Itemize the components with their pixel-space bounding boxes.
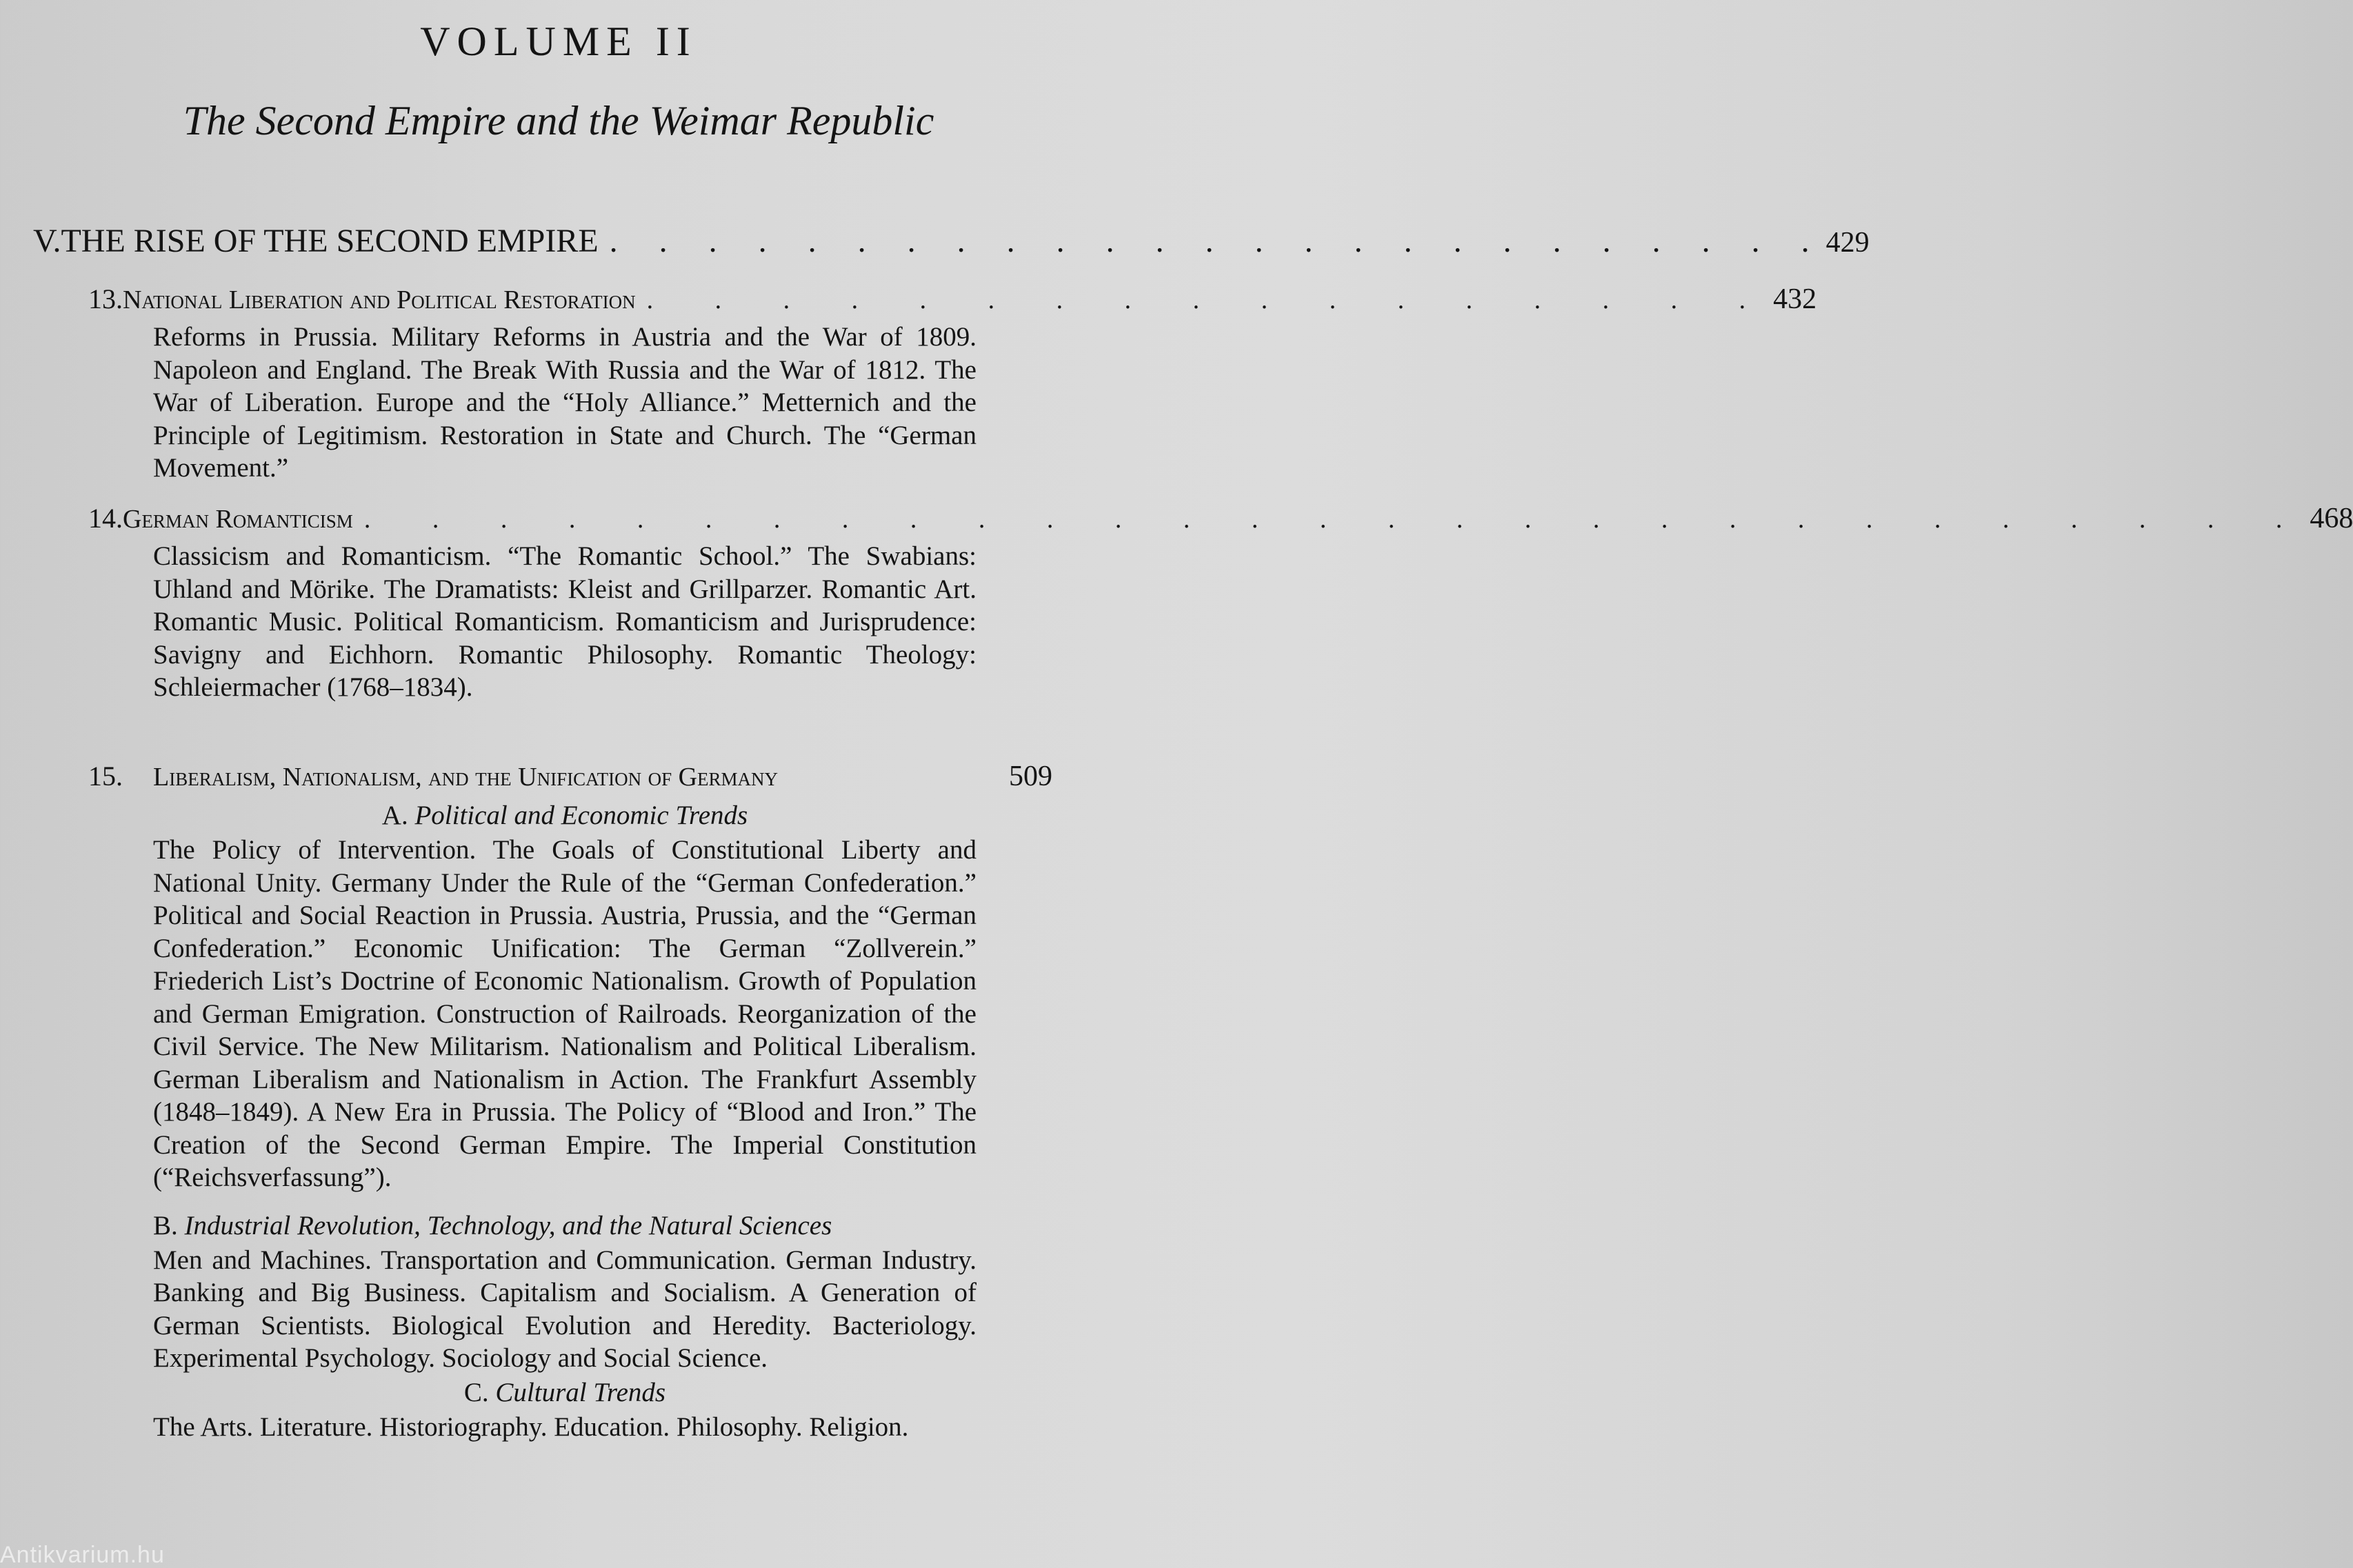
part-title: THE RISE OF THE SECOND EMPIRE [61, 223, 599, 259]
part-number: V. [33, 223, 61, 259]
section-letter: A. [381, 801, 408, 830]
chapter-number: 13. [88, 283, 123, 314]
chapter-page-number: 468 [2310, 503, 2353, 534]
section-summary: The Policy of Intervention. The Goals of Constitutional Liberty and National Unity. Germany Under the Rule of the “German Confederation.” Political and Social Reaction in Prussia. Austria, Prussia, and the “German Confederation.” Economic Unification: The German “Zollverein.” Friederich List’s Doctrine of Economic Nationalism. Growth of Population and German Emigration. Construction of Railroads. Reorganization of the Civil Service. The New Militarism. Nationalism and Political Liberalism. German Liberalism and Nationalism in Action. The Frankfurt Assembly (1848–1849). A New Era in Prussia. The Policy of “Blood and Iron.” The Creation of the Second German Empire. The Imperial Constitution (“Reichsverfassung”). [153, 835, 977, 1192]
watermark: Antikvarium.hu [0, 1542, 165, 1568]
chapter-heading [88, 279, 1817, 321]
part-page-number: 429 [1825, 227, 1870, 259]
chapter-number: 15. [88, 761, 123, 792]
section-heading-a [153, 798, 977, 834]
volume-title: VOLUME II [420, 19, 697, 64]
section-title: Political and Economic Trends [414, 801, 748, 830]
section-title: Cultural Trends [495, 1377, 666, 1407]
chapter-entry [88, 756, 1052, 1443]
chapter-title: German Romanticism [123, 505, 353, 534]
part-heading [33, 219, 1870, 265]
chapter-summary: Classicism and Romanticism. “The Romantic School.” The Swabians: Uhland and Mörike. The Dramatists: Kleist and Grillparzer. Romantic Art. Romantic Music. Political Romanticism. Romanticism and Jurisprudence: Savigny and Eichhorn. Romantic Philosophy. Romantic Theology: Schleiermacher (1768–1834). [153, 541, 977, 702]
section-summary: Men and Machines. Transportation and Communication. German Industry. Banking and Big Business. Capitalism and Socialism. A Generation of German Scientists. Biological Evolution and Heredity. Bacteriology. Experimental Psychology. Sociology and Social Science. [153, 1245, 977, 1373]
section-heading-b [153, 1208, 977, 1244]
dot-leader: . . . . . . . . . . . . . . . . . . . . . . . . . . . . . [363, 505, 2310, 534]
volume-subtitle: The Second Empire and the Weimar Republic [183, 98, 934, 143]
section-heading-c [153, 1375, 977, 1411]
chapter-title: National Liberation and Political Restoration [123, 285, 636, 314]
section-summary: The Arts. Literature. Historiography. Education. Philosophy. Religion. [153, 1411, 909, 1442]
dot-leader: . . . . . . . . . . . . . . . . . . . . . . . . . [609, 223, 1826, 259]
chapter-number: 14. [88, 503, 123, 534]
section-title: Industrial Revolution, Technology, and the Natural Sciences [184, 1210, 832, 1240]
chapter-entry [88, 498, 2353, 704]
chapter-heading [88, 498, 2353, 540]
chapter-summary: Reforms in Prussia. Military Reforms in Austria and the War of 1809. Napoleon and England. The Break With Russia and the War of 1812. The War of Liberation. Europe and the “Holy Alliance.” Metternich and the Principle of Legitimism. Restoration in State and Church. The “German Movement.” [153, 322, 977, 483]
chapter-title: Liberalism, Nationalism, and the Unification of Germany [153, 763, 779, 792]
section-letter: C. [463, 1377, 489, 1407]
chapter-entry [88, 279, 1817, 485]
chapter-heading [88, 756, 1052, 798]
chapter-page-number: 432 [1773, 283, 1817, 315]
chapter-page-number: 509 [1009, 761, 1052, 792]
dot-leader: . . . . . . . . . . . . . . . . . [646, 285, 1774, 314]
section-letter: B. [153, 1210, 178, 1240]
